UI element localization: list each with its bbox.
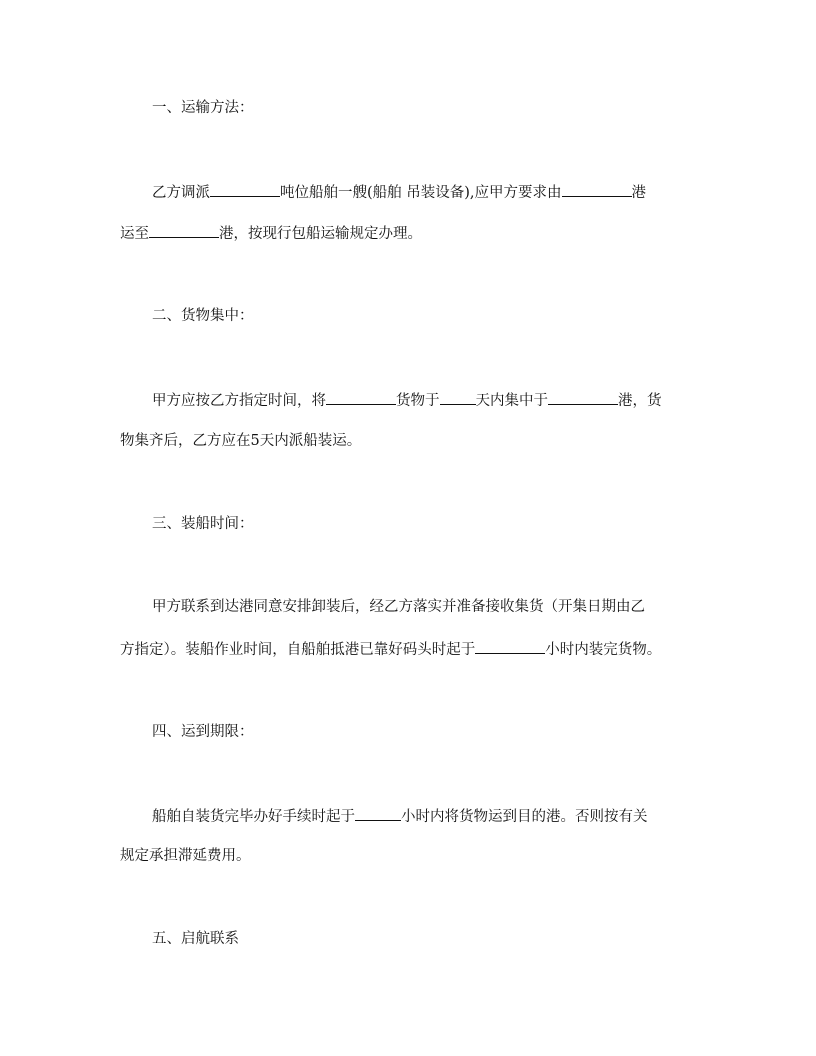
text-ship-departure: 船舶自装货完毕办好手续时起于 <box>152 809 355 825</box>
section-3-line-1: 甲方联系到达港同意安排卸装后，经乙方落实并准备接收集货（开集日期由乙 <box>152 599 645 615</box>
text-hours-complete: 小时内装完货物。 <box>545 642 662 658</box>
text-party-a: 甲方应按乙方指定时间，将 <box>152 393 326 409</box>
section-1-heading: 一、运输方法： <box>152 100 254 116</box>
blank-origin-port <box>562 181 632 197</box>
section-2-heading: 二、货物集中： <box>152 308 254 324</box>
section-1-text-a <box>152 181 646 203</box>
blank-destination-port <box>149 222 219 238</box>
text-dispatch: 乙方调派 <box>152 185 210 201</box>
text-loading-time: 方指定）。装船作业时间，自船舶抵港已靠好码头时起于 <box>120 642 476 658</box>
text-ship-to: 运至 <box>120 226 149 242</box>
text-port: 港 <box>631 185 647 201</box>
blank-gather-port <box>548 389 618 405</box>
text-goods-in: 货物于 <box>396 393 440 409</box>
text-port-goods: 港，货 <box>618 393 662 409</box>
blank-days <box>440 389 476 405</box>
blank-tonnage <box>210 181 280 197</box>
text-vessel: 吨位船舶一艘(船舶 吊装设备),应甲方要求由 <box>280 185 562 201</box>
section-3-heading: 三、装船时间： <box>152 516 254 532</box>
section-4-heading: 四、运到期限： <box>152 724 254 740</box>
text-delivery: 小时内将货物运到目的港。否则按有关 <box>401 809 648 825</box>
text-rules: 港，按现行包船运输规定办理。 <box>219 226 422 242</box>
section-4-line-2: 规定承担滞延费用。 <box>120 848 251 864</box>
section-1-line-1 <box>152 181 698 203</box>
section-3-line-2 <box>120 638 661 660</box>
blank-transit-hours <box>355 805 401 821</box>
blank-goods <box>326 389 396 405</box>
section-5-heading: 五、启航联系 <box>152 931 239 947</box>
section-1-line-2 <box>120 222 422 244</box>
text-gather-at: 天内集中于 <box>475 393 548 409</box>
blank-loading-hours <box>475 638 545 654</box>
section-2-line-1 <box>152 389 662 411</box>
section-2-line-2: 物集齐后，乙方应在5天内派船装运。 <box>120 433 362 449</box>
section-4-line-1 <box>152 805 648 827</box>
